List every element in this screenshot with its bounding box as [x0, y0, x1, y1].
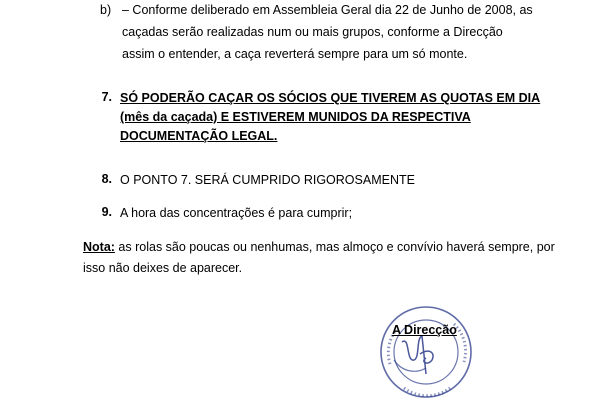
item-9-text: A hora das concentrações é para cumprir;: [120, 206, 353, 220]
item-b-line-2: caçadas serão realizadas num ou mais grupos, conforme a Direcção: [122, 25, 503, 39]
item-7-line-3: DOCUMENTAÇÃO LEGAL.: [120, 129, 278, 143]
item-8-text: O PONTO 7. SERÁ CUMPRIDO RIGOROSAMENTE: [120, 173, 415, 187]
nota-line-1: [83, 239, 555, 255]
item-7-line-2: (mês da caçada) E ESTIVEREM MUNIDOS DA RESPECTIVA: [120, 110, 471, 124]
item-8-number: 8.: [101, 172, 112, 186]
association-seal-stamp: [376, 302, 476, 402]
item-b-line-3: assim o entender, a caça reverterá sempre para um só monte.: [122, 47, 468, 61]
signature-label: A Direcção: [392, 323, 457, 337]
nota-line-2: isso não deixes de aparecer.: [83, 261, 243, 275]
item-b-marker: b): [100, 3, 112, 17]
item-7-number: 7.: [101, 90, 112, 104]
nota-text-1: as rolas são poucas ou nenhumas, mas almoço e convívio haverá sempre, por: [114, 240, 555, 254]
nota-label: Nota:: [83, 240, 115, 254]
item-9-number: 9.: [101, 205, 112, 219]
item-b-line-1: – Conforme deliberado em Assembleia Geral dia 22 de Junho de 2008, as: [122, 3, 533, 17]
item-7-line-1: SÓ PODERÃO CAÇAR OS SÓCIOS QUE TIVEREM AS QUOTAS EM DIA: [120, 91, 541, 105]
